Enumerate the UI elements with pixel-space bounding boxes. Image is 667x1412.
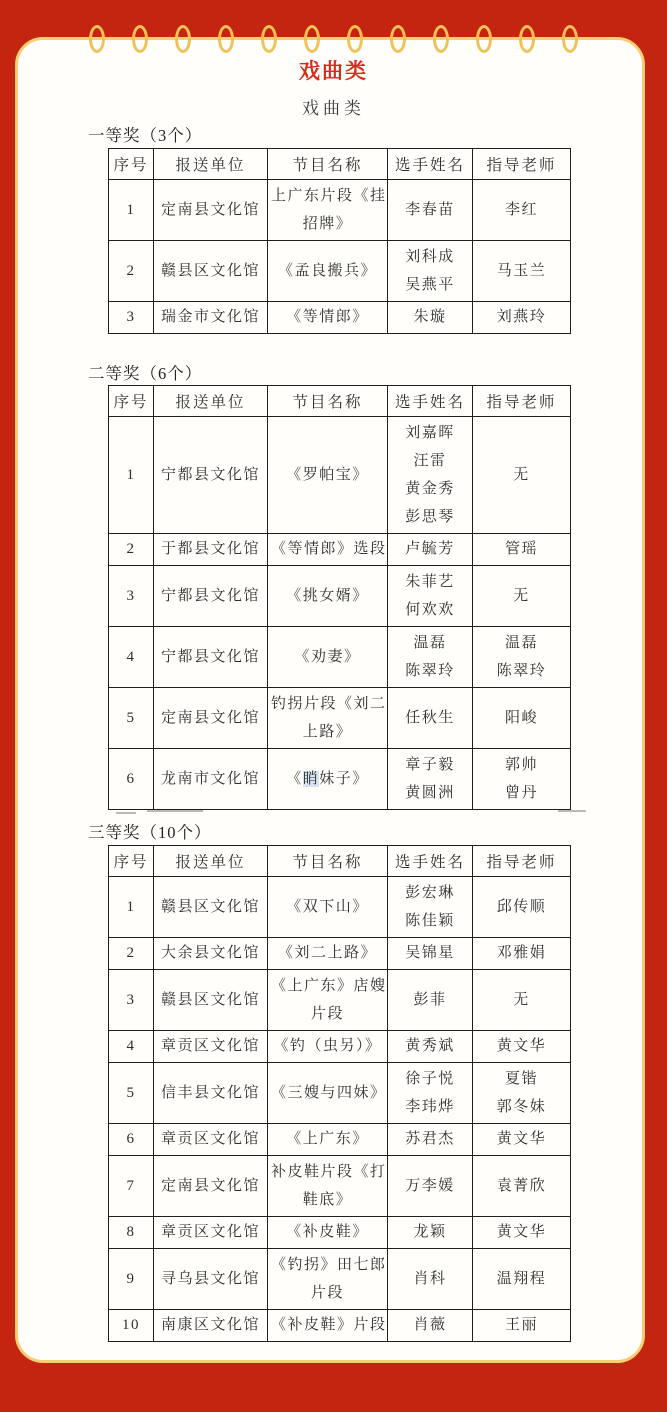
column-header: 选手姓名	[388, 386, 473, 417]
table-cell-teachers	[473, 417, 571, 534]
table-cell-teachers	[473, 877, 571, 938]
table-cell-no	[109, 302, 154, 334]
cell-line: 2	[126, 945, 136, 961]
binder-ring-icon	[433, 25, 449, 53]
cell-line: 徐子悦	[405, 1071, 455, 1087]
table-cell-players	[388, 1031, 473, 1063]
binder-ring-icon	[347, 25, 363, 53]
cell-line: 龙南市文化馆	[160, 770, 260, 787]
table-cell-no	[109, 1156, 154, 1217]
binder-ring-icon	[261, 25, 277, 53]
table-cell-teachers	[473, 1217, 571, 1249]
table-cell-program	[268, 534, 388, 566]
table-cell-no	[109, 1249, 154, 1310]
cell-line: 《双下山》	[286, 898, 369, 915]
table-cell-players	[388, 302, 473, 334]
cell-line: 夏锴	[504, 1071, 538, 1087]
table-cell-players	[388, 877, 473, 938]
cell-line: 阳峻	[504, 709, 538, 726]
cell-line: 何欢欢	[405, 602, 455, 618]
table-cell-program	[268, 938, 388, 970]
table-cell-teachers	[473, 1124, 571, 1156]
cell-line: 片段	[310, 1285, 344, 1301]
table-cell-teachers	[473, 302, 571, 334]
cell-line: 刘燕玲	[496, 309, 547, 325]
table-cell-program	[268, 1031, 388, 1063]
cell-line: 无	[513, 466, 530, 483]
table-row	[109, 938, 571, 970]
cell-line: 李玮烨	[405, 1099, 455, 1115]
table-cell-unit	[154, 241, 268, 302]
cell-line: 邓雅娟	[496, 945, 547, 961]
column-header: 节目名称	[268, 846, 388, 877]
table-row	[109, 1217, 571, 1249]
cell-line: 万李媛	[405, 1177, 455, 1194]
cell-line: 《挑女婿》	[286, 587, 369, 604]
cell-line: 5	[126, 709, 136, 726]
column-header: 报送单位	[154, 386, 268, 417]
table-cell-no	[109, 566, 154, 627]
cell-line: 补皮鞋片段《打	[271, 1164, 387, 1180]
table-cell-unit	[154, 1249, 268, 1310]
cell-line: 《劝妻》	[294, 648, 361, 665]
column-header: 指导老师	[473, 846, 571, 877]
column-header: 节目名称	[268, 386, 388, 417]
cell-line: 8	[126, 1224, 136, 1240]
table-cell-no	[109, 1063, 154, 1124]
table-cell-program	[268, 302, 388, 334]
binder-ring-icon	[562, 25, 578, 53]
cell-line: 定南县文化馆	[160, 709, 260, 726]
cell-line: 吴锦星	[405, 945, 455, 961]
table-cell-unit	[154, 877, 268, 938]
cell-line: 寻乌县文化馆	[160, 1270, 260, 1287]
page-subtitle: 戏曲类	[302, 99, 365, 118]
binder-ring-icon	[218, 25, 234, 53]
cell-line: 《等情郎》	[286, 309, 369, 325]
cell-line: 片段	[310, 1006, 344, 1022]
cell-line: 2	[126, 541, 136, 557]
cell-line: 苏君杰	[405, 1131, 455, 1147]
table-cell-no	[109, 688, 154, 749]
table-cell-program	[268, 1310, 388, 1342]
table-cell-unit	[154, 1031, 268, 1063]
table-cell-unit	[154, 749, 268, 810]
cell-line: 赣县区文化馆	[160, 898, 260, 915]
cell-line: 汪雷	[413, 453, 447, 469]
cell-line: 上广东片段《挂	[271, 188, 387, 204]
table-cell-program	[268, 1249, 388, 1310]
cell-line: 9	[126, 1270, 136, 1287]
table-row	[109, 1156, 571, 1217]
cell-line: 李红	[504, 201, 538, 218]
table-cell-teachers	[473, 688, 571, 749]
column-header: 指导老师	[473, 149, 571, 180]
table-cell-teachers	[473, 1249, 571, 1310]
table-cell-program	[268, 877, 388, 938]
table-cell-program	[268, 1156, 388, 1217]
table-cell-no	[109, 180, 154, 241]
table-cell-players	[388, 1063, 473, 1124]
table-cell-unit	[154, 938, 268, 970]
cell-line: 彭思琴	[405, 509, 455, 525]
scan-artifact	[147, 810, 203, 812]
column-header: 选手姓名	[388, 846, 473, 877]
cell-line: 任秋生	[405, 709, 455, 726]
table-cell-teachers	[473, 749, 571, 810]
table-cell-program	[268, 1217, 388, 1249]
section-label: 一等奖（3个）	[88, 126, 203, 145]
cell-line: 4	[126, 1038, 136, 1054]
cell-line: 宁都县文化馆	[160, 466, 260, 483]
table-cell-teachers	[473, 970, 571, 1031]
cell-line: 《钓（虫另）》	[273, 1038, 382, 1054]
cell-line: 4	[126, 648, 136, 665]
table-cell-players	[388, 1156, 473, 1217]
cell-line: 黄金秀	[405, 481, 455, 497]
binder-ring-icon	[519, 25, 535, 53]
table-cell-teachers	[473, 1310, 571, 1342]
cell-line: 《刘二上路》	[277, 945, 377, 961]
cell-line: 章贡区文化馆	[160, 1038, 260, 1054]
table-cell-no	[109, 241, 154, 302]
table-cell-teachers	[473, 1063, 571, 1124]
table-cell-teachers	[473, 566, 571, 627]
table-row	[109, 877, 571, 938]
table-cell-unit	[154, 1156, 268, 1217]
scan-artifact	[558, 810, 586, 812]
table-cell-program	[268, 749, 388, 810]
cell-line: 《上广东》店嫂	[271, 978, 387, 994]
table-row	[109, 302, 571, 334]
text-segment: 《	[286, 770, 303, 787]
table-cell-program	[268, 241, 388, 302]
cell-line: 陈翠玲	[405, 663, 455, 679]
cell-line: 大余县文化馆	[160, 945, 260, 961]
column-header: 报送单位	[154, 846, 268, 877]
table-cell-unit	[154, 688, 268, 749]
cell-line: 温翔程	[496, 1270, 547, 1287]
binder-ring-icon	[476, 25, 492, 53]
table-cell-players	[388, 1310, 473, 1342]
table-header-row	[109, 386, 571, 417]
award-table	[108, 845, 571, 1342]
table-cell-teachers	[473, 627, 571, 688]
cell-line: 于都县文化馆	[160, 541, 260, 557]
table-cell-players	[388, 627, 473, 688]
table-cell-players	[388, 749, 473, 810]
table-cell-teachers	[473, 938, 571, 970]
table-cell-unit	[154, 566, 268, 627]
column-header: 指导老师	[473, 386, 571, 417]
table-cell-program	[268, 1124, 388, 1156]
cell-line: 7	[126, 1177, 136, 1194]
cell-line: 2	[126, 262, 136, 279]
cell-line: 郭帅	[504, 757, 538, 773]
cell-line: 招牌》	[302, 216, 353, 232]
cell-line: 6	[126, 770, 136, 787]
cell-line: 袁菁欣	[496, 1177, 547, 1194]
cell-line: 赣县区文化馆	[160, 262, 260, 279]
table-row	[109, 627, 571, 688]
scan-artifact	[116, 812, 136, 814]
column-header: 报送单位	[154, 149, 268, 180]
cell-line: 龙颖	[413, 1224, 447, 1240]
table-row	[109, 1249, 571, 1310]
table-row	[109, 1124, 571, 1156]
cell-line: 朱菲艺	[405, 574, 455, 590]
table-header-row	[109, 846, 571, 877]
highlighted-text: 睄	[302, 770, 320, 787]
table-cell-unit	[154, 1217, 268, 1249]
table-row	[109, 1031, 571, 1063]
cell-line: 肖薇	[413, 1317, 447, 1333]
cell-line: 《三嫂与四妹》	[271, 1084, 387, 1101]
cell-line: 章子毅	[405, 757, 455, 773]
cell-line: 1	[126, 466, 136, 483]
cell-line: 《等情郎》选段	[271, 541, 387, 557]
cell-line: 温磊	[504, 635, 538, 651]
table-cell-unit	[154, 534, 268, 566]
award-table	[108, 385, 571, 810]
page-title: 戏曲类	[299, 60, 368, 83]
award-table	[108, 148, 571, 334]
table-cell-program	[268, 970, 388, 1031]
table-cell-no	[109, 417, 154, 534]
cell-line: 卢毓芳	[405, 541, 455, 557]
table-cell-unit	[154, 970, 268, 1031]
table-cell-teachers	[473, 180, 571, 241]
cell-line: 宁都县文化馆	[160, 587, 260, 604]
table-cell-players	[388, 1124, 473, 1156]
cell-line: 《补皮鞋》	[286, 1224, 369, 1240]
table-cell-program	[268, 180, 388, 241]
table-cell-players	[388, 534, 473, 566]
table-cell-players	[388, 938, 473, 970]
binder-ring-icon	[175, 25, 191, 53]
cell-line: 钓拐片段《刘二	[271, 696, 387, 712]
binder-ring-icon	[89, 25, 105, 53]
cell-line: 彭菲	[413, 991, 447, 1008]
cell-line: 定南县文化馆	[160, 201, 260, 218]
cell-line: 《上广东》	[286, 1131, 369, 1147]
cell-line: 朱璇	[413, 309, 447, 325]
table-row	[109, 180, 571, 241]
column-header: 序号	[109, 386, 154, 417]
table-row	[109, 417, 571, 534]
cell-line: 5	[126, 1084, 136, 1101]
table-cell-players	[388, 688, 473, 749]
table-row	[109, 241, 571, 302]
cell-line: 6	[126, 1131, 136, 1147]
table-header-row	[109, 149, 571, 180]
table-cell-players	[388, 566, 473, 627]
table-cell-no	[109, 1031, 154, 1063]
cell-line: 瑞金市文化馆	[160, 309, 260, 325]
cell-line: 管瑶	[504, 541, 538, 557]
table-cell-unit	[154, 1063, 268, 1124]
table-cell-players	[388, 241, 473, 302]
cell-line: 马玉兰	[496, 262, 547, 279]
table-cell-no	[109, 1310, 154, 1342]
section-label: 二等奖（6个）	[88, 364, 203, 383]
cell-line: 赣县区文化馆	[160, 991, 260, 1008]
column-header: 序号	[109, 149, 154, 180]
cell-line: 无	[513, 991, 530, 1008]
cell-line: 陈佳颖	[405, 913, 455, 929]
table-cell-players	[388, 417, 473, 534]
cell-line: 《罗帕宝》	[286, 466, 369, 483]
table-cell-no	[109, 938, 154, 970]
cell-line: 《钓拐》田七郎	[271, 1257, 387, 1273]
cell-line: 南康区文化馆	[160, 1317, 260, 1333]
cell-line: 曾丹	[504, 785, 538, 801]
table-cell-unit	[154, 627, 268, 688]
cell-line: 黄秀斌	[405, 1038, 455, 1054]
table-cell-unit	[154, 1124, 268, 1156]
table-cell-unit	[154, 302, 268, 334]
binder-ring-icon	[132, 25, 148, 53]
table-cell-program	[268, 688, 388, 749]
table-row	[109, 534, 571, 566]
cell-line: 上路》	[302, 724, 353, 740]
cell-line: 彭宏琳	[405, 885, 455, 901]
binder-ring-icon	[390, 25, 406, 53]
cell-line	[271, 766, 384, 793]
table-cell-no	[109, 877, 154, 938]
table-cell-teachers	[473, 1031, 571, 1063]
table-cell-program	[268, 1063, 388, 1124]
cell-line: 定南县文化馆	[160, 1177, 260, 1194]
column-header: 节目名称	[268, 149, 388, 180]
table-cell-players	[388, 1217, 473, 1249]
cell-line: 章贡区文化馆	[160, 1131, 260, 1147]
table-row	[109, 1310, 571, 1342]
cell-line: 无	[513, 587, 530, 604]
table-cell-no	[109, 534, 154, 566]
cell-line: 郭冬妹	[496, 1099, 547, 1115]
table-cell-teachers	[473, 1156, 571, 1217]
table-cell-program	[268, 417, 388, 534]
cell-line: 1	[126, 898, 136, 915]
table-cell-unit	[154, 180, 268, 241]
table-cell-no	[109, 1217, 154, 1249]
cell-line: 李春苗	[405, 201, 455, 218]
table-cell-players	[388, 1249, 473, 1310]
table-cell-teachers	[473, 534, 571, 566]
cell-line: 黄文华	[496, 1224, 547, 1240]
cell-line: 3	[126, 309, 136, 325]
table-cell-teachers	[473, 241, 571, 302]
table-row	[109, 970, 571, 1031]
table-cell-no	[109, 627, 154, 688]
cell-line: 1	[126, 201, 136, 218]
cell-line: 陈翠玲	[496, 663, 547, 679]
cell-line: 刘科成	[405, 249, 455, 265]
binder-rings	[89, 25, 578, 53]
cell-line: 刘嘉晖	[405, 425, 455, 441]
table-cell-players	[388, 970, 473, 1031]
cell-line: 温磊	[413, 635, 447, 651]
cell-line: 《孟良搬兵》	[277, 262, 377, 279]
table-cell-program	[268, 627, 388, 688]
binder-ring-icon	[304, 25, 320, 53]
column-header: 序号	[109, 846, 154, 877]
table-row	[109, 566, 571, 627]
cell-line: 王丽	[504, 1317, 538, 1333]
table-row	[109, 688, 571, 749]
cell-line: 信丰县文化馆	[160, 1084, 260, 1101]
cell-line: 肖科	[413, 1270, 447, 1287]
table-cell-no	[109, 1124, 154, 1156]
cell-line: 邱传顺	[496, 898, 547, 915]
column-header: 选手姓名	[388, 149, 473, 180]
cell-line: 黄圆洲	[405, 785, 455, 801]
table-row	[109, 1063, 571, 1124]
table-cell-program	[268, 566, 388, 627]
table-cell-no	[109, 749, 154, 810]
cell-line: 10	[122, 1317, 140, 1333]
section-label: 三等奖（10个）	[88, 823, 212, 842]
cell-line: 黄文华	[496, 1131, 547, 1147]
cell-line: 章贡区文化馆	[160, 1224, 260, 1240]
cell-line: 黄文华	[496, 1038, 547, 1054]
cell-line: 鞋底》	[302, 1192, 353, 1208]
cell-line: 吴燕平	[405, 277, 455, 293]
text-segment: 妹子》	[319, 770, 369, 787]
cell-line: 宁都县文化馆	[160, 648, 260, 665]
cell-line: 3	[126, 587, 136, 604]
table-cell-players	[388, 180, 473, 241]
table-row	[109, 749, 571, 810]
cell-line: 3	[126, 991, 136, 1008]
table-cell-unit	[154, 417, 268, 534]
cell-line: 《补皮鞋》片段	[271, 1317, 387, 1333]
table-cell-no	[109, 970, 154, 1031]
table-cell-unit	[154, 1310, 268, 1342]
